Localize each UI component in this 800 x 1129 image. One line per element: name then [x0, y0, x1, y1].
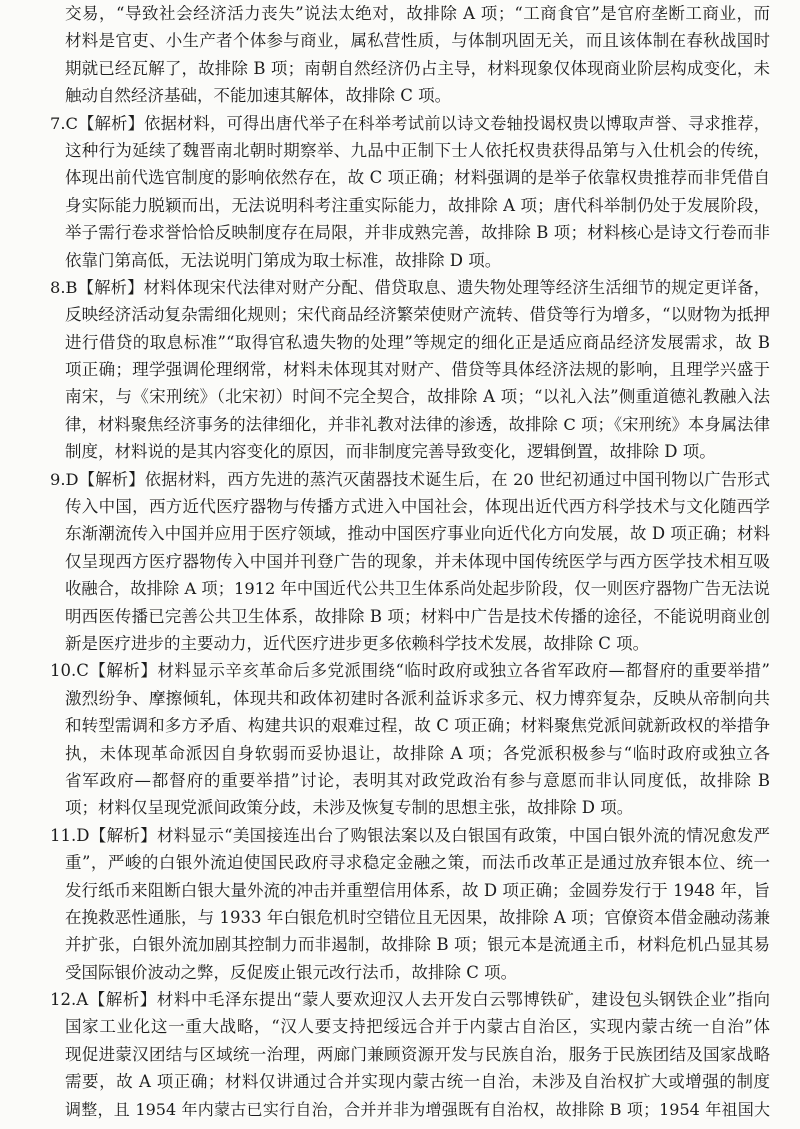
analysis-tag: 【解析】	[78, 469, 145, 489]
answer-letter: D	[76, 825, 90, 845]
text-line	[0, 822, 800, 849]
text-line: 体现出前代选官制度的影响依然存在，故 C 项正确；材料强调的是举子依靠权贵推荐而非凭借自	[65, 168, 770, 188]
text-line: 重”，严峻的白银外流迫使国民政府寻求稳定金融之策，而法币改革正是通过放弃银本位、统一	[65, 853, 770, 873]
analysis-tag: 【解析】	[89, 825, 157, 845]
text-segment: 材料中毛泽东提出“蒙人要欢迎汉人去开发白云鄂博铁矿，建设包头钢铁企业”指向	[156, 990, 771, 1010]
analysis-tag: 【解析】	[88, 990, 157, 1010]
text-line: 受国际银价波动之弊，反促废止银元改行法币，故排除 C 项。	[65, 962, 518, 982]
answer-item-7	[0, 110, 800, 274]
text-line: 新是医疗进步的主要动力，近代医疗进步更多依赖科学技术发展，故排除 C 项。	[65, 633, 650, 653]
text-line: 依靠门第高低，无法说明门第成为取士标准，故排除 D 项。	[65, 250, 502, 270]
text-line: 现促进蒙汉团结与区域统一治理，两廊门兼顾资源开发与民族自治，服务于民族团结及国家战略	[65, 1044, 770, 1064]
text-segment: 材料显示辛亥革命后多党派围绕“临时政府或独立各省军政府—都督府的重要举措”	[157, 661, 770, 681]
answer-item-12	[0, 986, 800, 1123]
text-line: 和转型需调和多方矛盾、构建共识的艰难过程，故 C 项正确；材料聚焦党派间就新政权的举措争	[65, 716, 770, 736]
question-number: 12.	[50, 990, 77, 1010]
question-number: 11.	[50, 825, 77, 845]
analysis-tag: 【解析】	[77, 113, 145, 133]
text-line: 调整，且 1954 年内蒙古已实行自治，合并并非为增强既有自治权，故排除 B 项；1954 年祖国大	[65, 1099, 770, 1119]
text-line: 触动自然经济基础，不能加速其解体，故排除 C 项。	[65, 86, 452, 106]
text-line	[0, 657, 800, 684]
text-line: 这种行为延续了魏晋南北朝时期察举、九品中正制下士人依托权贵获得品第与入仕机会的传统，	[65, 140, 770, 160]
text-segment: 依据材料，西方先进的蒸汽灭菌器技术诞生后，在 20 世纪初通过中国刊物以广告形式	[144, 469, 770, 489]
text-line: 收融合，故排除 A 项；1912 年中国近代公共卫生体系尚处起步阶段，仅一则医疗器物广告无法说	[65, 579, 770, 599]
text-line: 进行借贷的取息标准”“取得官私遗失物的处理”等规定的细化正是适应商品经济发展需求，故 B	[65, 332, 770, 352]
answer-letter: C	[65, 113, 78, 133]
text-line: 制度，材料说的是其内容变化的原因，而非制度完善导致变化，逻辑倒置，故排除 D 项。	[65, 442, 716, 462]
question-number: 9.	[50, 469, 66, 489]
text-line: 材料是官吏、小生产者个体参与商业，属私营性质，与体制巩固无关，而且该体制在春秋战国时	[65, 31, 770, 51]
text-line	[0, 986, 800, 1013]
text-line: 省军政府—都督府的重要举措”讨论，表明其对政党政治有参与意愿而非认同度低，故排除 B	[65, 770, 770, 790]
answer-letter: B	[65, 277, 78, 297]
intro-paragraph	[0, 0, 800, 110]
text-segment: 材料显示“美国接连出台了购银法案以及白银国有政策，中国白银外流的情况愈发严	[156, 825, 771, 845]
answer-item-10	[0, 657, 800, 821]
text-line: 举子需行卷求誉恰恰反映制度存在局限，并非成熟完善，故排除 B 项；材料核心是诗文行卷而非	[65, 223, 770, 243]
answer-item-9	[0, 466, 800, 658]
text-line: 身实际能力脱颖而出，无法说明科考注重实际能力，故排除 A 项；唐代科举制仍处于发展阶段，	[65, 195, 770, 215]
text-line: 激烈纷争、摩擦倾轧，体现共和政体初建时各派利益诉求多元、权力博弈复杂，反映从帝制向共	[65, 688, 770, 708]
text-line: 执，未体现革命派因自身软弱而妥协退让，故排除 A 项；各党派积极参与“临时政府或独立各	[65, 743, 770, 763]
answer-letter: D	[65, 469, 79, 489]
text-segment: 材料体现宋代法律对财产分配、借贷取息、遗失物处理等经济生活细节的规定更详备，	[143, 277, 771, 297]
answer-item-11	[0, 822, 800, 986]
text-line: 项；材料仅呈现党派间政策分歧，未涉及恢复专制的思想主张，故排除 D 项。	[65, 798, 634, 818]
text-line: 律，材料聚焦经济事务的法律细化，并非礼教对法律的渗透，故排除 C 项；《宋刑统》本身属法律	[65, 414, 770, 434]
text-line: 交易，“导致社会经济活力丧失”说法太绝对，故排除 A 项；“工商食官”是官府垄断工商业，而	[65, 4, 770, 23]
analysis-tag: 【解析】	[77, 277, 144, 297]
text-line: 在挽救恶性通胀，与 1933 年白银危机时空错位且无因果，故排除 A 项；官僚资本借金融动荡兼	[65, 907, 770, 927]
text-line: 项正确；理学强调伦理纲常，材料未体现其对财产、借贷等具体经济法规的影响，且理学兴盛于	[65, 360, 770, 380]
text-line: 需要，故 A 项正确；材料仅讲通过合并实现内蒙古统一自治，未涉及自治权扩大或增强的制度	[65, 1072, 770, 1092]
answer-letter: A	[76, 990, 89, 1010]
text-line: 期就已经瓦解了，故排除 B 项；南朝自然经济仍占主导，材料现象仅体现商业阶层构成变化，未	[65, 58, 770, 78]
text-line: 传入中国，西方近代医疗器物与传播方式进入中国社会，体现出近代西方科学技术与文化随西学	[65, 497, 770, 517]
text-line: 东渐潮流传入中国并应用于医疗领域，推动中国医疗事业向近代化方向发展，故 D 项正确；材料	[65, 524, 770, 544]
text-line	[0, 110, 800, 137]
text-line	[0, 274, 800, 301]
question-number: 10.	[50, 661, 77, 681]
text-line	[0, 466, 800, 493]
answer-letter: C	[76, 661, 89, 681]
analysis-tag: 【解析】	[88, 661, 158, 681]
answer-item-8	[0, 274, 800, 466]
text-line: 国家工业化这一重大战略，“汉人要支持把绥远合并于内蒙古自治区，实现内蒙古统一自治”体	[65, 1017, 770, 1037]
text-line: 并扩张，白银外流加剧其控制力而非遏制，故排除 B 项；银元本是流通主币，材料危机凸显其易	[65, 935, 770, 955]
question-number: 8.	[50, 277, 66, 297]
text-line: 发行纸币来阻断白银大量外流的冲击并重塑信用体系，故 D 项正确；金圆券发行于 1948 年，旨	[65, 880, 770, 900]
text-line: 明西医传播已完善公共卫生体系，故排除 B 项；材料中广告是技术传播的途径，不能说明商业创	[65, 606, 770, 626]
text-line: 仅呈现西方医疗器物传入中国并刊登广告的现象，并未体现中国传统医学与西方医学技术相互吸	[65, 551, 770, 571]
text-segment: 依据材料，可得出唐代举子在科举考试前以诗文卷轴投谒权贵以博取声誉、寻求推荐，	[144, 113, 771, 133]
text-line: 南宋，与《宋刑统》（北宋初）时间不完全契合，故排除 A 项；“以礼入法”侧重道德礼教融入法	[65, 387, 770, 407]
question-number: 7.	[50, 113, 66, 133]
text-line: 反映经济活动复杂需细化规则；宋代商品经济繁荣使财产流转、借贷等行为增多，“以财物为抵押	[65, 305, 770, 325]
